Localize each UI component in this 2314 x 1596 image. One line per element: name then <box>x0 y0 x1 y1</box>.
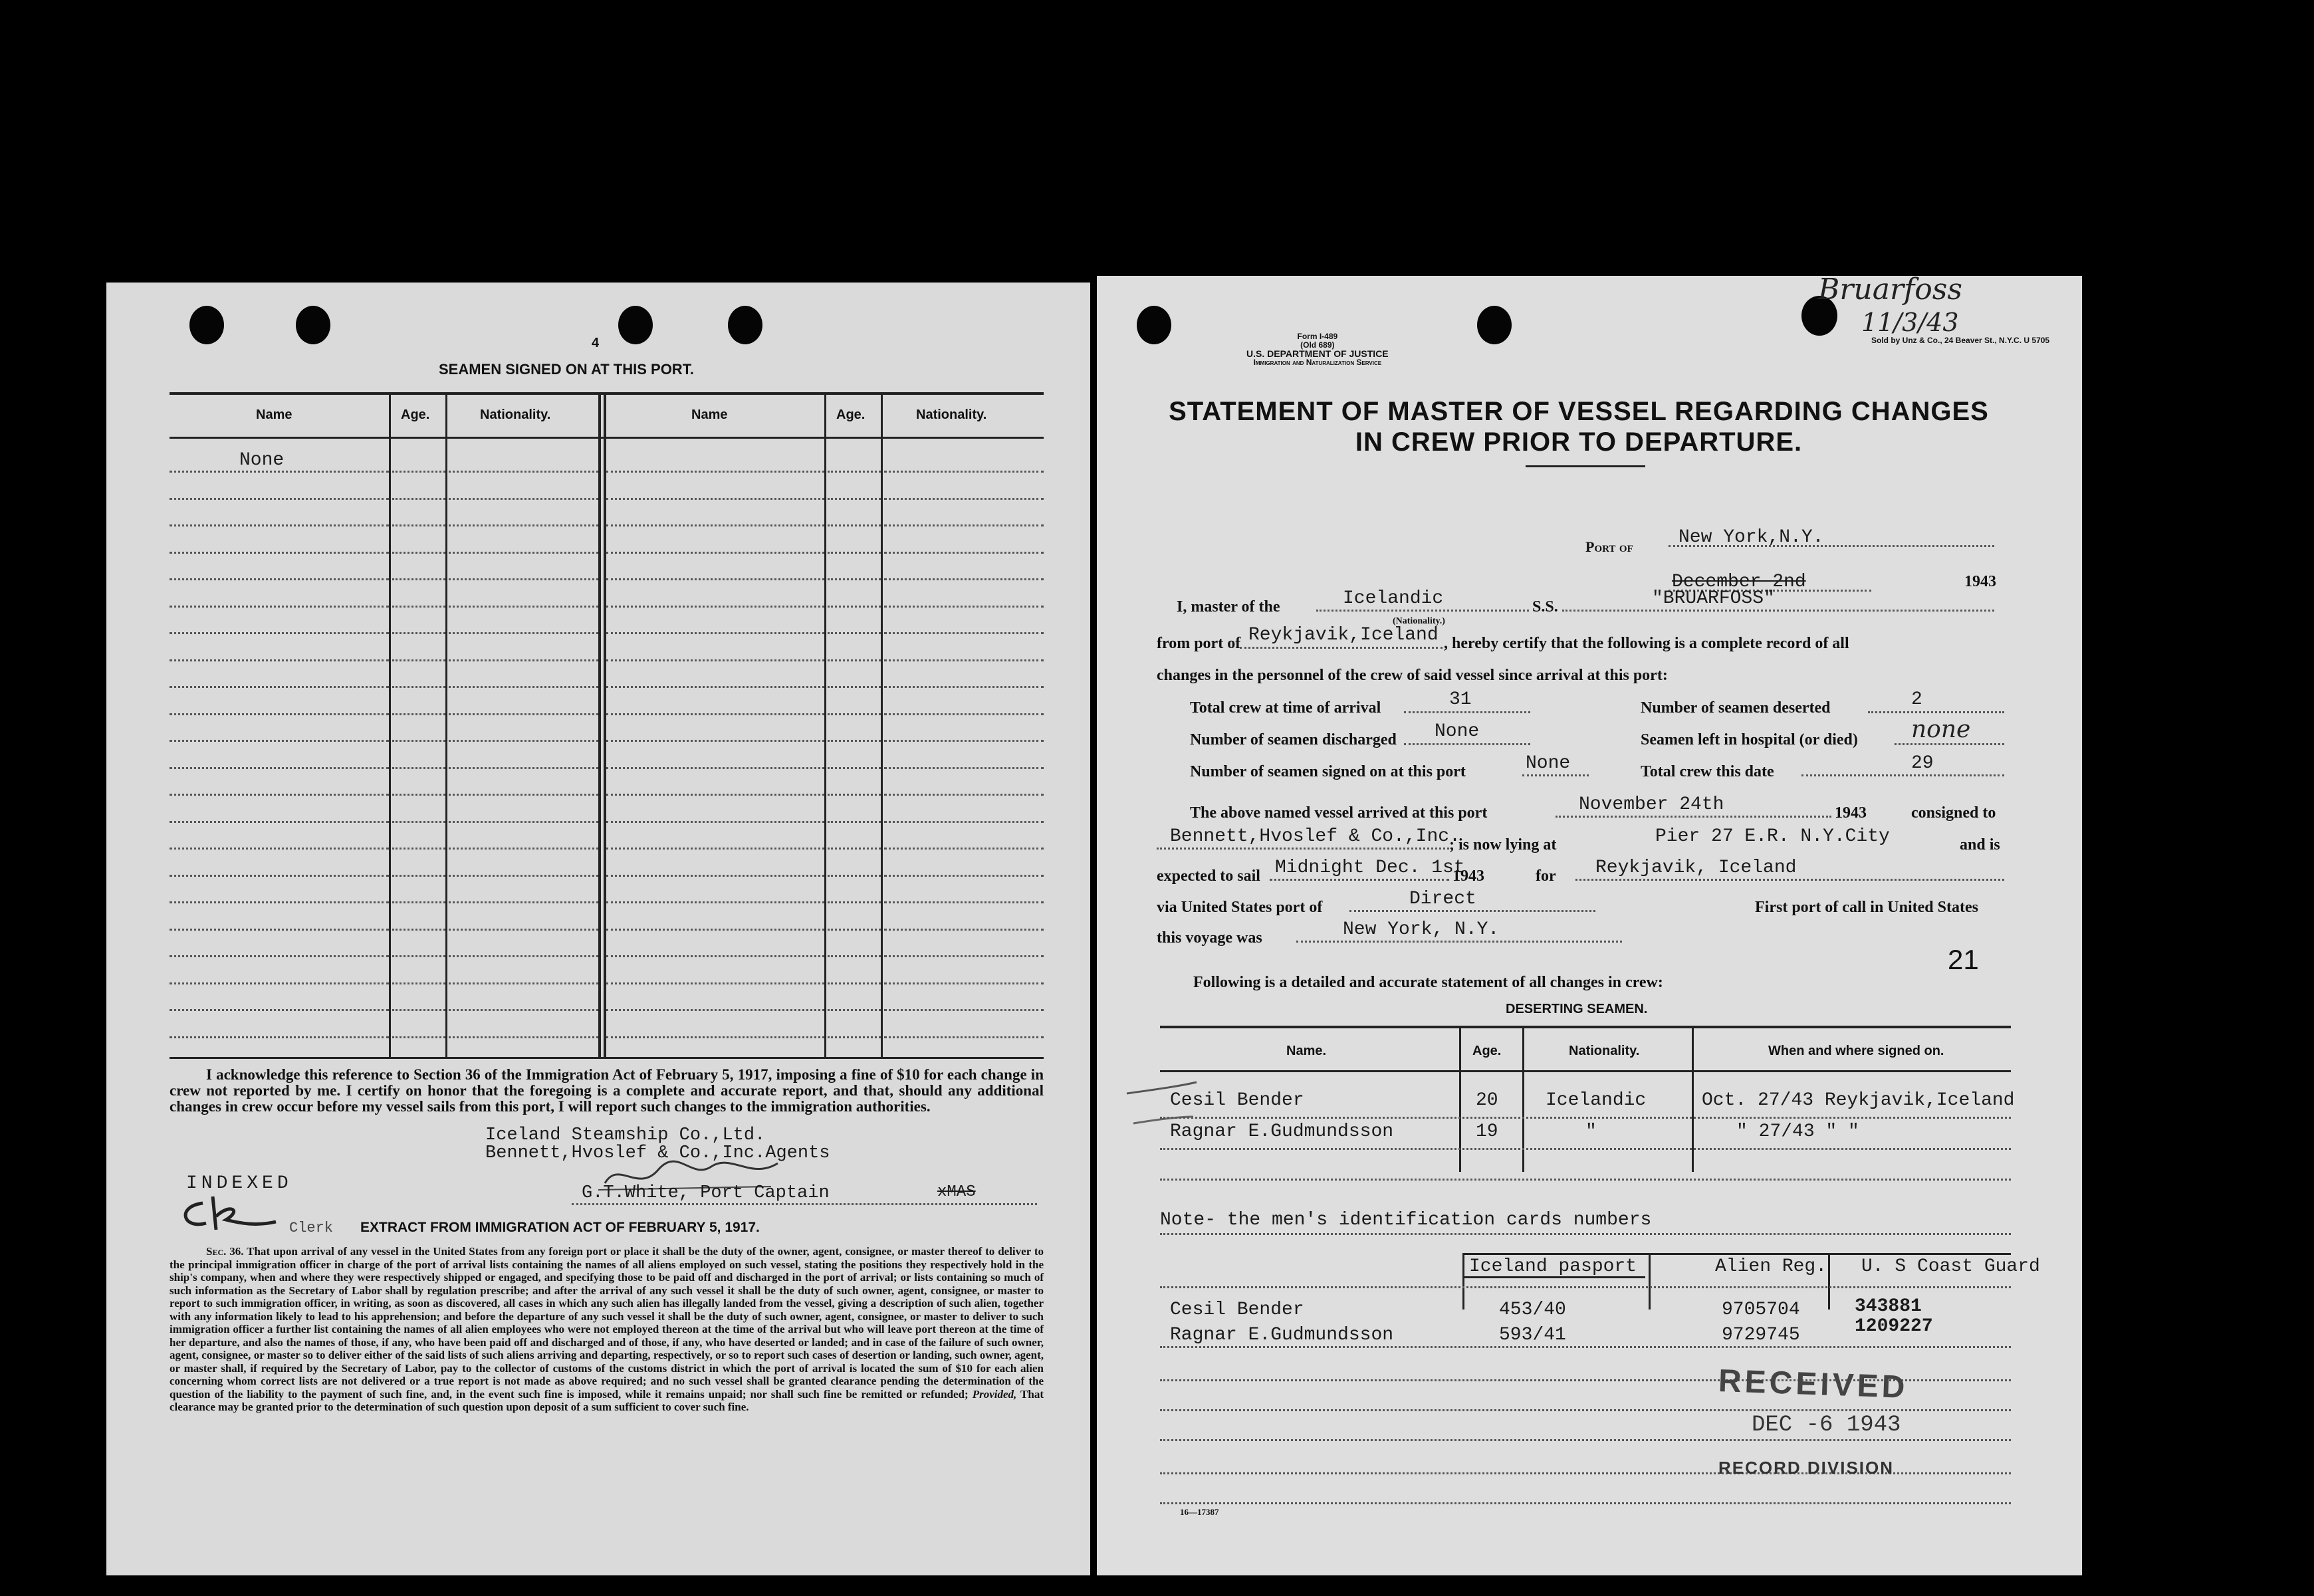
ruling-line <box>170 524 389 526</box>
ruling-line <box>606 929 824 931</box>
pencil-check-marks <box>1123 1064 1203 1143</box>
nationality-caption: (Nationality.) <box>1393 616 1445 626</box>
sold-by: Sold by Unz & Co., 24 Beaver St., N.Y.C. U 5705 <box>1871 336 2050 345</box>
ruling-line <box>392 955 445 957</box>
ruling-line <box>449 982 598 984</box>
id-name: Ragnar E.Gudmundsson <box>1170 1325 1394 1345</box>
ruling-line <box>449 552 598 554</box>
ruling-line <box>884 686 1044 688</box>
ruling-line <box>170 982 389 984</box>
following-text: Following is a detailed and accurate statement of all changes in crew: <box>1193 974 1663 991</box>
ruling-line <box>449 901 598 903</box>
ruling-line <box>606 767 824 769</box>
signed-on-label: Number of seamen signed on at this port <box>1190 763 1466 780</box>
deserter-nationality: " <box>1585 1121 1597 1142</box>
ruling-line <box>828 901 881 903</box>
ruling-line <box>392 471 445 473</box>
ruling-line <box>392 524 445 526</box>
ruling-line <box>392 606 445 608</box>
ruling-line <box>884 524 1044 526</box>
consignee-value: Bennett,Hvoslef & Co.,Inc. <box>1170 826 1460 847</box>
ruling-line <box>449 471 598 473</box>
handwritten-ship: Bruarfoss <box>1818 273 1962 306</box>
ruling-line <box>828 821 881 823</box>
deserter-name: Ragnar E.Gudmundsson <box>1170 1121 1394 1142</box>
ruling-line <box>606 713 824 715</box>
deserter-age: 19 <box>1476 1121 1498 1142</box>
ruling-line <box>392 821 445 823</box>
ruling-line <box>170 552 389 554</box>
ruling-line <box>1160 1439 2011 1441</box>
ruling-line <box>392 659 445 661</box>
deserter-name: Cesil Bender <box>1170 1090 1304 1111</box>
ruling-line <box>606 901 824 903</box>
stamp-received: RECEIVED <box>1718 1363 1909 1405</box>
ruling-line <box>828 471 881 473</box>
col-name: Name <box>691 407 728 422</box>
ruling-line <box>884 659 1044 661</box>
title-line-1: STATEMENT OF MASTER OF VESSEL REGARDING CHANGES <box>1169 397 1989 426</box>
ruling-line <box>828 632 881 634</box>
proviso-label: Provided, <box>972 1387 1017 1401</box>
arrived-value: November 24th <box>1579 794 1724 815</box>
ruling-line <box>606 498 824 500</box>
ruling-line <box>1160 1233 2011 1235</box>
from-port-value: Reykjavik,Iceland <box>1248 625 1439 645</box>
id-coastguard: 343881 <box>1855 1296 1922 1317</box>
via-value: Direct <box>1409 889 1476 909</box>
ruling-line <box>884 821 1044 823</box>
section-body: That upon arrival of any vessel in the United States from any foreign port or place it shall be the duty of the owner, agent, consignee, or master thereof to deliver to the principal immigration officer in charge of the port of arrival lists containing the names of all aliens employed on such vessel, stating the positions they respectively hold in the ship's company, when and where they were respectively shipped or engaged, and specifying those to be paid off and discharged in the port of arrival; or lists containing so much of such information as the Secretary of Labor shall by regulation prescribe; and after the arrival of any such vessel it shall be the duty of such owner, agent, consignee, or master to report to such immigration officer, in writing, as soon as discovered, all cases in which any such alien has illegally landed from the vessel, giving a description of such alien, together with any information likely to lead to his apprehension; and before the departure of any such vessel it shall be the duty of such owner, agent, consignee, or master to deliver to such immigration officer a further list containing the names of all alien employees who were not employed thereon at the time of the arrival but who will leave port thereon at the time of her departure, and also the names of those, if any, who have been paid off and discharged and of those, if any, who have deserted or landed; and in case of the failure of such owner, agent, consignee, or master so to deliver either of the said lists of such aliens arriving and departing, respectively, or so to report such cases of desertion or landing, such owner, agent, or master shall, if required by the Secretary of Labor, pay to the collector of customs of the customs district in which the port of arrival is located the sum of $10 for each alien concerning whom correct lists are not delivered or a true report is not made as above required; and no such vessel shall be granted clearance pending the determination of the question of the liability to the payment of such fine, and, in the event such fine is imposed, while it remains unpaid; nor shall such fine be remitted or refunded; <box>170 1245 1044 1401</box>
acknowledgement-text: I acknowledge this reference to Section 36 of the Immigration Act of February 5, 1917, imposing a fine of $10 for each change in crew not reported by me. I certify on honor that the foregoing is a complete and accurate report, and that, should any additional changes in crew occur before my vessel sails from this port, I will report such changes to the immigration authorities. <box>170 1066 1044 1115</box>
changes-text: changes in the personnel of the crew of said vessel since arrival at this port: <box>1157 667 1668 684</box>
ruling-line <box>884 875 1044 877</box>
lying-value: Pier 27 E.R. N.Y.City <box>1655 826 1890 847</box>
ruling-line <box>449 1009 598 1011</box>
deserter-age: 20 <box>1476 1090 1498 1111</box>
ruling-line <box>170 578 389 580</box>
consigned-label: consigned to <box>1911 804 1996 822</box>
note: Note- the men's identification cards numbers <box>1160 1210 1652 1230</box>
ruling-line <box>606 471 824 473</box>
extract-title: EXTRACT FROM IMMIGRATION ACT OF FEBRUARY 5, 1917. <box>360 1220 760 1235</box>
ruling-line <box>1160 1409 2011 1411</box>
id-header-alien: Alien Reg. <box>1715 1256 1827 1277</box>
master-label: I, master of the <box>1177 598 1280 616</box>
ruling-line <box>392 982 445 984</box>
ruling-line <box>449 740 598 742</box>
ship-value: "BRUARFOSS" <box>1652 588 1775 609</box>
first-port-label: First port of call in United States <box>1755 899 1978 916</box>
punch-hole <box>1137 306 1171 344</box>
ruling-line <box>170 740 389 742</box>
col-nationality: Nationality. <box>1569 1044 1640 1058</box>
section-label: Sec. 36. <box>206 1245 244 1258</box>
col-age: Age. <box>1472 1044 1502 1058</box>
ruling-line <box>606 982 824 984</box>
ruling-line <box>392 740 445 742</box>
ruling-line <box>828 740 881 742</box>
total-arrival-value: 31 <box>1449 689 1472 710</box>
ruling-line <box>170 1036 389 1038</box>
ruling-line <box>606 848 824 850</box>
ruling-line <box>170 632 389 634</box>
ruling-line <box>170 606 389 608</box>
total-date-value: 29 <box>1911 753 1934 774</box>
section-heading: SEAMEN SIGNED ON AT THIS PORT. <box>439 361 694 378</box>
ruling-line <box>1160 1286 2011 1288</box>
ruling-line <box>449 606 598 608</box>
ruling-line <box>449 955 598 957</box>
lying-label: ; is now lying at <box>1449 836 1557 854</box>
ruling-line <box>170 901 389 903</box>
ruling-line <box>1160 1179 2011 1181</box>
certify-text: , hereby certify that the following is a complete record of all <box>1444 635 1849 652</box>
ruling-line <box>606 821 824 823</box>
ruling-line <box>828 929 881 931</box>
ruling-line <box>170 848 389 850</box>
ruling-line <box>828 498 881 500</box>
total-date-label: Total crew this date <box>1641 763 1774 780</box>
ruling-line <box>884 713 1044 715</box>
ruling-line <box>449 713 598 715</box>
ruling-line <box>828 794 881 796</box>
ruling-line <box>392 713 445 715</box>
ruling-line <box>449 524 598 526</box>
ruling-line <box>170 713 389 715</box>
ruling-line <box>449 1036 598 1038</box>
ruling-line <box>170 471 389 473</box>
left-page <box>106 283 1090 1575</box>
deserter-signed: " 27/43 " " <box>1736 1121 1859 1142</box>
form-line: U.S. DEPARTMENT OF JUSTICE <box>1246 348 1389 359</box>
id-header-coastguard: U. S Coast Guard <box>1861 1256 2040 1277</box>
id-alien: 9729745 <box>1722 1325 1800 1345</box>
ruling-line <box>449 498 598 500</box>
form-line: Immigration and Naturalization Service <box>1253 358 1382 367</box>
ruling-line <box>449 578 598 580</box>
statute-text <box>170 1245 1044 1414</box>
ruling-line <box>392 578 445 580</box>
form-number <box>1246 332 1389 367</box>
ruling-line <box>884 848 1044 850</box>
ruling-line <box>170 794 389 796</box>
id-name: Cesil Bender <box>1170 1300 1304 1320</box>
ruling-line <box>884 578 1044 580</box>
clerk-label: Clerk <box>289 1220 334 1236</box>
agents-line: Bennett,Hvoslef & Co.,Inc.Agents <box>485 1143 830 1163</box>
ruling-line <box>392 1036 445 1038</box>
ruling-line <box>884 498 1044 500</box>
ruling-line <box>606 659 824 661</box>
ruling-line <box>884 471 1044 473</box>
ruling-line <box>828 1009 881 1011</box>
ruling-line <box>449 659 598 661</box>
ruling-line <box>392 552 445 554</box>
ruling-line <box>828 578 881 580</box>
section-end: That clearance may be granted prior to the determination of such question upon deposit of a sum sufficient to cover such fine. <box>170 1387 1044 1413</box>
ruling-line <box>828 1036 881 1038</box>
col-nationality: Nationality. <box>480 407 551 422</box>
ruling-line <box>884 901 1044 903</box>
ruling-line <box>884 606 1044 608</box>
ruling-line <box>828 552 881 554</box>
punch-hole <box>618 306 653 344</box>
ruling-line <box>884 632 1044 634</box>
and-is: and is <box>1960 836 2000 854</box>
ruling-line <box>392 794 445 796</box>
ruling-line <box>1160 1117 2011 1119</box>
master-struck: xMAS <box>937 1183 976 1201</box>
ruling-line <box>884 1036 1044 1038</box>
ruling-line <box>170 1009 389 1011</box>
voyage-label: this voyage was <box>1157 929 1262 947</box>
id-passport: 593/41 <box>1499 1325 1566 1345</box>
discharged-value: None <box>1435 721 1480 742</box>
title-line-2: IN CREW PRIOR TO DEPARTURE. <box>1355 427 1803 457</box>
arrived-label: The above named vessel arrived at this port <box>1190 804 1488 822</box>
ruling-line <box>392 901 445 903</box>
ruling-line <box>606 875 824 877</box>
ruling-line <box>606 794 824 796</box>
deserting-heading: DESERTING SEAMEN. <box>1506 1002 1648 1016</box>
ruling-line <box>884 794 1044 796</box>
ruling-line <box>170 929 389 931</box>
voyage-value: New York, N.Y. <box>1343 919 1500 940</box>
col-name: Name <box>256 407 292 422</box>
first-entry: None <box>239 450 285 471</box>
signed-on-value: None <box>1526 753 1571 774</box>
hospital-value: none <box>1911 716 1971 743</box>
print-code: 16—17387 <box>1180 1507 1219 1517</box>
ruling-line <box>606 740 824 742</box>
ruling-line <box>170 955 389 957</box>
ruling-line <box>170 498 389 500</box>
ruling-line <box>828 767 881 769</box>
ruling-line <box>392 875 445 877</box>
punch-hole <box>728 306 762 344</box>
page-number: 4 <box>592 336 600 350</box>
ruling-line <box>884 740 1044 742</box>
discharged-label: Number of seamen discharged <box>1190 731 1397 748</box>
ruling-line <box>606 524 824 526</box>
ruling-line <box>606 552 824 554</box>
ruling-line <box>606 1036 824 1038</box>
deserter-nationality: Icelandic <box>1546 1090 1647 1111</box>
from-port-label: from port of <box>1157 635 1241 652</box>
ruling-line <box>828 875 881 877</box>
ruling-line <box>606 955 824 957</box>
ruling-line <box>828 848 881 850</box>
ruling-line <box>606 686 824 688</box>
punch-hole <box>189 306 224 344</box>
ruling-line <box>884 767 1044 769</box>
deserter-signed: Oct. 27/43 Reykjavik,Iceland <box>1702 1090 2015 1111</box>
ruling-line <box>828 955 881 957</box>
total-arrival-label: Total crew at time of arrival <box>1190 699 1381 717</box>
col-nationality: Nationality. <box>916 407 987 422</box>
ruling-line <box>828 606 881 608</box>
form-line: (Old 689) <box>1300 340 1335 350</box>
ruling-line <box>606 578 824 580</box>
expected-label: expected to sail <box>1157 867 1260 885</box>
port-label: Port of <box>1585 538 1633 555</box>
ruling-line <box>449 929 598 931</box>
ruling-line <box>170 875 389 877</box>
stamp-division: RECORD DIVISION <box>1718 1458 1895 1478</box>
ruling-line <box>606 1009 824 1011</box>
ruling-line <box>828 524 881 526</box>
right-page <box>1097 273 2082 1575</box>
expected-value: Midnight Dec. 1st <box>1275 857 1465 878</box>
indexed-stamp: INDEXED <box>186 1173 292 1194</box>
year-print: 1943 <box>1964 573 1996 590</box>
stamp-date: DEC -6 1943 <box>1752 1413 1901 1438</box>
ruling-line <box>884 929 1044 931</box>
ruling-line <box>449 821 598 823</box>
ruling-line <box>449 686 598 688</box>
ruling-line <box>392 767 445 769</box>
ruling-line <box>392 498 445 500</box>
ruling-line <box>170 821 389 823</box>
ruling-line <box>606 606 824 608</box>
deserted-label: Number of seamen deserted <box>1641 699 1831 717</box>
ruling-line <box>828 982 881 984</box>
ruling-line <box>884 955 1044 957</box>
hospital-label: Seamen left in hospital (or died) <box>1641 731 1858 748</box>
ruling-line <box>392 848 445 850</box>
col-age: Age. <box>401 407 430 422</box>
id-header-passport: Iceland pasport <box>1469 1256 1637 1277</box>
ruling-line <box>828 659 881 661</box>
punch-hole <box>296 306 330 344</box>
arrived-year: 1943 <box>1835 804 1867 822</box>
col-name: Name. <box>1286 1044 1327 1058</box>
initials-scribble <box>176 1190 283 1236</box>
deserted-value: 2 <box>1911 689 1922 710</box>
ss-label: S.S. <box>1532 598 1558 616</box>
form-line: Form I-489 <box>1297 332 1338 341</box>
signatory: G.T.White, Port Captain <box>582 1183 830 1203</box>
ruling-line <box>1160 1148 2011 1150</box>
ruling-line <box>449 875 598 877</box>
company-line: Iceland Steamship Co.,Ltd. <box>485 1125 766 1145</box>
ruling-line <box>606 632 824 634</box>
ruling-line <box>170 659 389 661</box>
ruling-line <box>884 1009 1044 1011</box>
ruling-line <box>392 929 445 931</box>
ruling-line <box>828 713 881 715</box>
ruling-line <box>449 767 598 769</box>
ruling-line <box>392 686 445 688</box>
ruling-line <box>449 794 598 796</box>
id-alien: 9705704 <box>1722 1300 1800 1320</box>
col-age: Age. <box>836 407 866 422</box>
via-label: via United States port of <box>1157 899 1323 916</box>
port-value: New York,N.Y. <box>1678 527 1824 548</box>
page-reference: 21 <box>1948 944 1979 975</box>
ruling-line <box>884 552 1044 554</box>
ruling-line <box>828 686 881 688</box>
ruling-line <box>449 848 598 850</box>
ruling-line <box>884 982 1044 984</box>
ruling-line <box>392 632 445 634</box>
date-value: December 2nd <box>1672 572 1806 592</box>
for-label: for <box>1536 867 1556 885</box>
col-signed-on: When and where signed on. <box>1768 1044 1944 1058</box>
expected-year: 1943 <box>1452 867 1484 885</box>
ruling-line <box>1160 1346 2011 1348</box>
ruling-line <box>449 632 598 634</box>
nationality-value: Icelandic <box>1343 588 1444 609</box>
handwritten-date: 11/3/43 <box>1861 308 1959 337</box>
ruling-line <box>170 686 389 688</box>
ruling-line <box>392 1009 445 1011</box>
for-value: Reykjavik, Iceland <box>1595 857 1797 878</box>
id-passport: 453/40 <box>1499 1300 1566 1320</box>
punch-hole <box>1477 306 1512 344</box>
ruling-line <box>1160 1502 2011 1504</box>
id-coastguard: 1209227 <box>1855 1316 1933 1337</box>
ruling-line <box>170 767 389 769</box>
